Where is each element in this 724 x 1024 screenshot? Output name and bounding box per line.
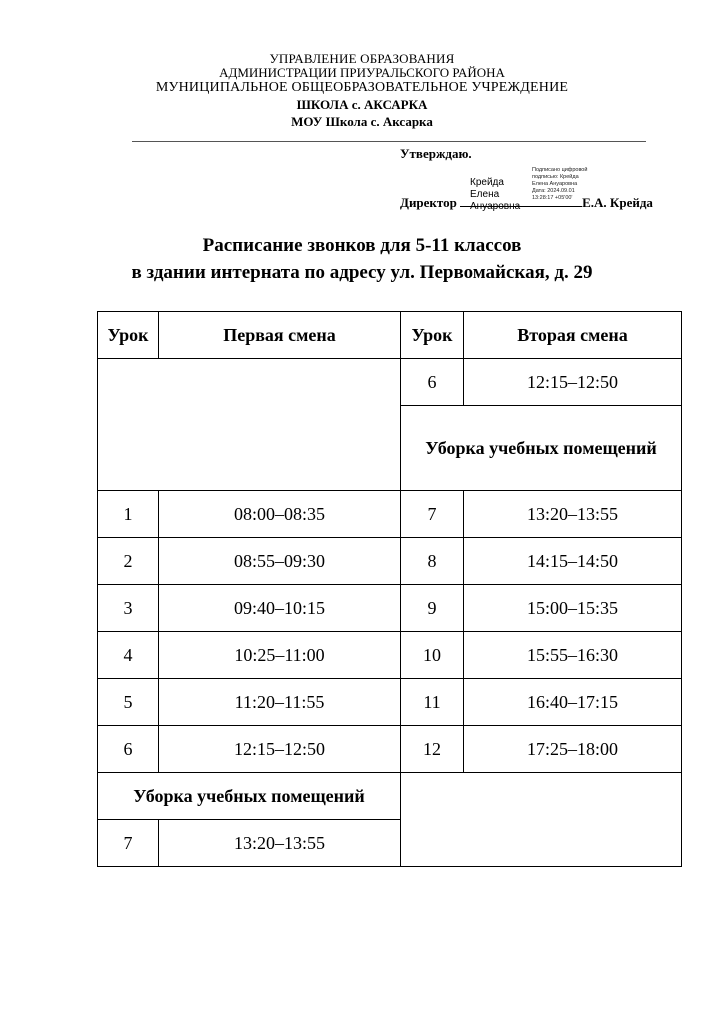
header-line-1: УПРАВЛЕНИЕ ОБРАЗОВАНИЯ <box>269 51 455 66</box>
lesson-time: 12:15–12:50 <box>159 726 401 773</box>
table-row <box>98 679 682 726</box>
lesson-number: 1 <box>98 491 159 538</box>
lesson-time: 12:15–12:50 <box>464 359 682 406</box>
header-divider <box>132 141 646 142</box>
lesson-time: 11:20–11:55 <box>159 679 401 726</box>
lesson-time: 15:55–16:30 <box>464 632 682 679</box>
lesson-time: 13:20–13:55 <box>464 491 682 538</box>
director-label: Директор <box>400 195 457 210</box>
header-second-shift: Вторая смена <box>464 312 682 359</box>
lesson-time: 09:40–10:15 <box>159 585 401 632</box>
header-lesson: Урок <box>98 312 159 359</box>
lesson-time: 17:25–18:00 <box>464 726 682 773</box>
lesson-time: 13:20–13:55 <box>159 820 401 867</box>
lesson-number: 2 <box>98 538 159 585</box>
lesson-number: 8 <box>401 538 464 585</box>
lesson-number: 7 <box>401 491 464 538</box>
table-row <box>98 632 682 679</box>
table-row <box>98 726 682 773</box>
table-row <box>98 538 682 585</box>
lesson-number: 10 <box>401 632 464 679</box>
header-line-4: ШКОЛА с. АКСАРКА <box>296 97 428 112</box>
director-name: Е.А. Крейда <box>582 195 653 210</box>
lesson-time: 08:55–09:30 <box>159 538 401 585</box>
header-lesson-2: Урок <box>401 312 464 359</box>
lesson-number: 3 <box>98 585 159 632</box>
lesson-number: 12 <box>401 726 464 773</box>
empty-second-shift-cell <box>401 773 682 867</box>
header-first-shift: Первая смена <box>159 312 401 359</box>
table-row <box>98 585 682 632</box>
lesson-number: 4 <box>98 632 159 679</box>
lesson-number: 6 <box>401 359 464 406</box>
table-row <box>98 773 682 820</box>
lesson-time: 16:40–17:15 <box>464 679 682 726</box>
lesson-number: 11 <box>401 679 464 726</box>
lesson-number: 7 <box>98 820 159 867</box>
table-row <box>98 491 682 538</box>
bell-schedule-table <box>97 311 682 867</box>
approval-label: Утверждаю. <box>400 146 472 161</box>
lesson-time: 14:15–14:50 <box>464 538 682 585</box>
lesson-number: 5 <box>98 679 159 726</box>
table-row <box>98 359 682 406</box>
lesson-number: 9 <box>401 585 464 632</box>
lesson-number: 6 <box>98 726 159 773</box>
digital-signature-name: Крейда Елена Ануаровна <box>470 177 521 212</box>
lesson-time: 10:25–11:00 <box>159 632 401 679</box>
lesson-time: 15:00–15:35 <box>464 585 682 632</box>
signature-underline <box>460 196 582 207</box>
digital-signature-details: Подписано цифровой подписью: Крейда Елена Ануаровна Дата: 2024.09.01 13:28:17 +05'00' <box>532 167 588 201</box>
schedule-title-line-2: в здании интерната по адресу ул. Первомайская, д. 29 <box>131 262 593 283</box>
empty-first-shift-cell <box>98 359 401 491</box>
cleaning-second-shift: Уборка учебных помещений <box>401 406 682 491</box>
table-header-row <box>98 312 682 359</box>
cleaning-first-shift: Уборка учебных помещений <box>98 773 401 820</box>
header-line-5: МОУ Школа с. Аксарка <box>291 114 433 129</box>
schedule-title-line-1: Расписание звонков для 5-11 классов <box>202 235 522 256</box>
lesson-time: 08:00–08:35 <box>159 491 401 538</box>
header-line-2: АДМИНИСТРАЦИИ ПРИУРАЛЬСКОГО РАЙОНА <box>219 65 505 80</box>
header-line-3: МУНИЦИПАЛЬНОЕ ОБЩЕОБРАЗОВАТЕЛЬНОЕ УЧРЕЖДЕНИЕ <box>155 80 569 95</box>
director-signature-line <box>400 195 653 211</box>
